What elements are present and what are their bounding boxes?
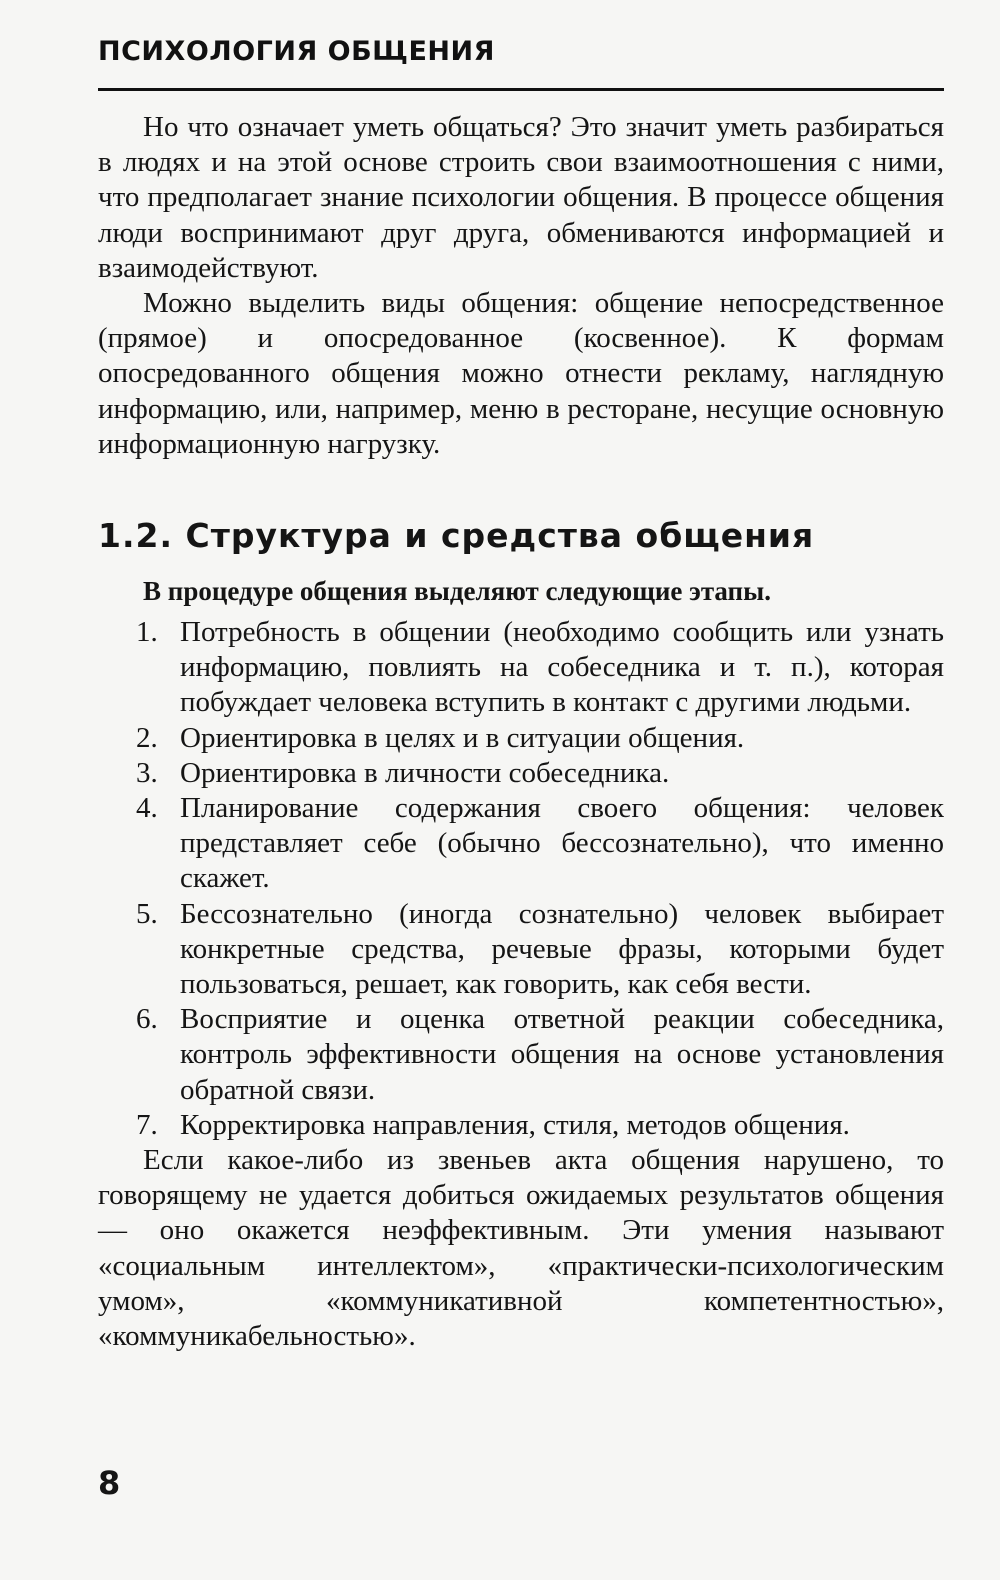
paragraph-closing: Если какое-либо из звеньев акта общения нарушено, то говорящему не удается добиться ожидаемых результатов общения — оно окажется неэффективным. Эти умения называют «социальным интеллектом», «практически-психологическим умом», «коммуникативной компетентностью», «коммуникабельностью». [98,1144,944,1353]
step-number: 1. [136,616,158,649]
steps-lead: В процедуре общения выделяют следующие этапы. [143,576,771,607]
list-item [98,756,944,791]
page-body [98,110,944,1354]
page-number: 8 [98,1464,121,1502]
list-item [98,791,944,897]
list-item [98,1108,944,1143]
step-text: Ориентировка в целях и в ситуации общения. [180,721,745,754]
step-number: 4. [136,792,158,825]
step-text: Корректировка направления, стиля, методов общения. [180,1108,850,1141]
step-number: 2. [136,721,158,754]
section-heading: 1.2. Структура и средства общения [98,516,815,556]
steps-list [98,615,944,1143]
step-number: 6. [136,1003,158,1036]
list-item [98,897,944,1003]
header-rule [98,88,944,91]
paragraph-intro-1: Но что означает уметь общаться? Это значит уметь разбираться в людях и на этой основе строить свои взаимоотношения с ними, что предполагает знание психологии общения. В процессе общения люди воспринимают друг друга, обмениваются информацией и взаимодействуют. [98,111,944,284]
step-number: 7. [136,1108,158,1141]
running-title: ПСИХОЛОГИЯ ОБЩЕНИЯ [98,36,495,67]
list-item [98,1002,944,1108]
step-text: Потребность в общении (необходимо сообщить или узнать информацию, повлиять на собеседника и т. п.), которая побуждает человека вступить в контакт с другими людьми. [180,616,944,719]
step-text: Бессознательно (иногда сознательно) человек выбирает конкретные средства, речевые фразы, которыми будет пользоваться, решает, как говорить, как себя вести. [180,897,944,1001]
step-text: Восприятие и оценка ответной реакции собеседника, контроль эффективности общения на основе установления обратной связи. [180,1003,944,1106]
step-number: 5. [136,897,158,930]
paragraph-intro-2: Можно выделить виды общения: общение непосредственное (прямое) и опосредованное (косвенное). К формам опосредованного общения можно отнести рекламу, наглядную информацию, или, например, меню в ресторане, несущие основную информационную нагрузку. [98,287,944,460]
step-text: Планирование содержания своего общения: человек представляет себе (обычно бессознательно), что именно скажет. [180,792,944,895]
list-item [98,721,944,756]
list-item [98,615,944,721]
step-text: Ориентировка в личности собеседника. [180,756,670,789]
step-number: 3. [136,756,158,789]
